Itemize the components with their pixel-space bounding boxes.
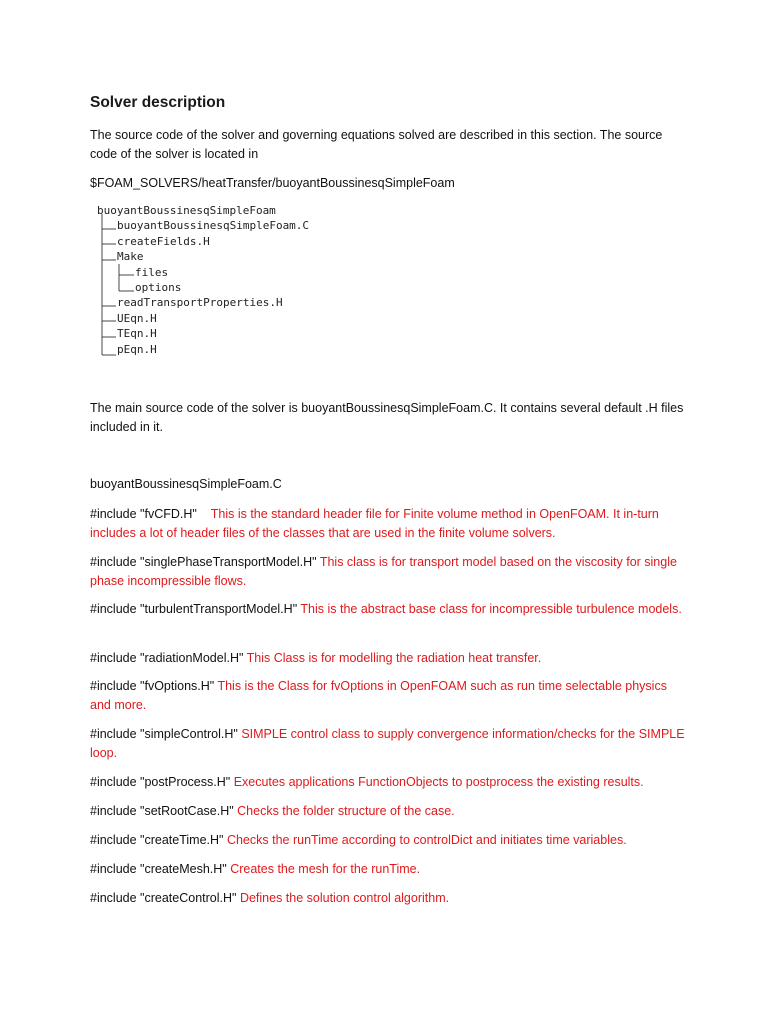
include-item: [90, 553, 690, 591]
include-description: Checks the folder structure of the case.: [237, 804, 455, 818]
include-item: [90, 600, 690, 619]
include-directive: #include "simpleControl.H": [90, 727, 238, 741]
tree-entry: createFields.H: [117, 234, 210, 248]
include-item: [90, 889, 690, 908]
include-directive: #include "createTime.H": [90, 833, 224, 847]
tree-entry: UEqn.H: [117, 311, 157, 325]
solver-path: $FOAM_SOLVERS/heatTransfer/buoyantBoussinesqSimpleFoam: [90, 176, 455, 190]
include-item: [90, 802, 690, 821]
include-description: This Class is for modelling the radiation heat transfer.: [246, 651, 542, 665]
include-directive: #include "setRootCase.H": [90, 804, 234, 818]
include-description: This is the abstract base class for incompressible turbulence models.: [300, 602, 682, 616]
include-item: [90, 677, 690, 715]
section-heading: Solver description: [90, 94, 226, 111]
include-directive: #include "fvCFD.H": [90, 507, 197, 521]
intro-paragraph: The source code of the solver and governing equations solved are described in this section. The source code of the solver is located in: [90, 128, 663, 161]
include-item: [90, 505, 690, 543]
include-description: This is the standard header file for Finite volume method in OpenFOAM. It in-turn includes a lot of header files of the classes that are used in the finite volume solvers.: [90, 507, 659, 540]
tree-root: buoyantBoussinesqSimpleFoam: [97, 204, 276, 217]
include-directive: #include "createMesh.H": [90, 862, 227, 876]
include-directive: #include "createControl.H": [90, 891, 237, 905]
include-description: Checks the runTime according to controlDict and initiates time variables.: [226, 833, 627, 847]
tree-entry: options: [135, 280, 182, 294]
include-directive: #include "fvOptions.H": [90, 679, 215, 693]
tree-entry: Make: [117, 250, 144, 264]
include-item: [90, 860, 690, 879]
directory-tree: [97, 203, 309, 357]
include-description: This class is for transport model based on the viscosity for single phase incompressible flows.: [90, 555, 677, 588]
main-source-paragraph: The main source code of the solver is buoyantBoussinesqSimpleFoam.C. It contains several default .H files included in it.: [90, 401, 684, 434]
include-description: Executes applications FunctionObjects to postprocess the existing results.: [233, 775, 644, 789]
tree-entry: TEqn.H: [117, 327, 157, 341]
include-directive: #include "postProcess.H": [90, 775, 231, 789]
include-description: Defines the solution control algorithm.: [239, 891, 450, 905]
tree-entry: pEqn.H: [117, 342, 157, 356]
include-directive: #include "turbulentTransportModel.H": [90, 602, 298, 616]
include-item: [90, 831, 690, 850]
source-file-name: buoyantBoussinesqSimpleFoam.C: [90, 477, 282, 491]
tree-entry: buoyantBoussinesqSimpleFoam.C: [117, 219, 310, 233]
include-description: SIMPLE control class to supply convergence information/checks for the SIMPLE loop.: [90, 727, 685, 760]
tree-entry: readTransportProperties.H: [117, 296, 283, 310]
tree-entry: files: [135, 265, 169, 279]
include-description: This is the Class for fvOptions in OpenFOAM such as run time selectable physics and more.: [90, 679, 667, 712]
include-item: [90, 773, 690, 792]
include-item: [90, 725, 690, 763]
include-description: Creates the mesh for the runTime.: [230, 862, 421, 876]
include-item: [90, 649, 690, 668]
include-directive: #include "radiationModel.H": [90, 651, 244, 665]
include-directive: #include "singlePhaseTransportModel.H": [90, 555, 317, 569]
